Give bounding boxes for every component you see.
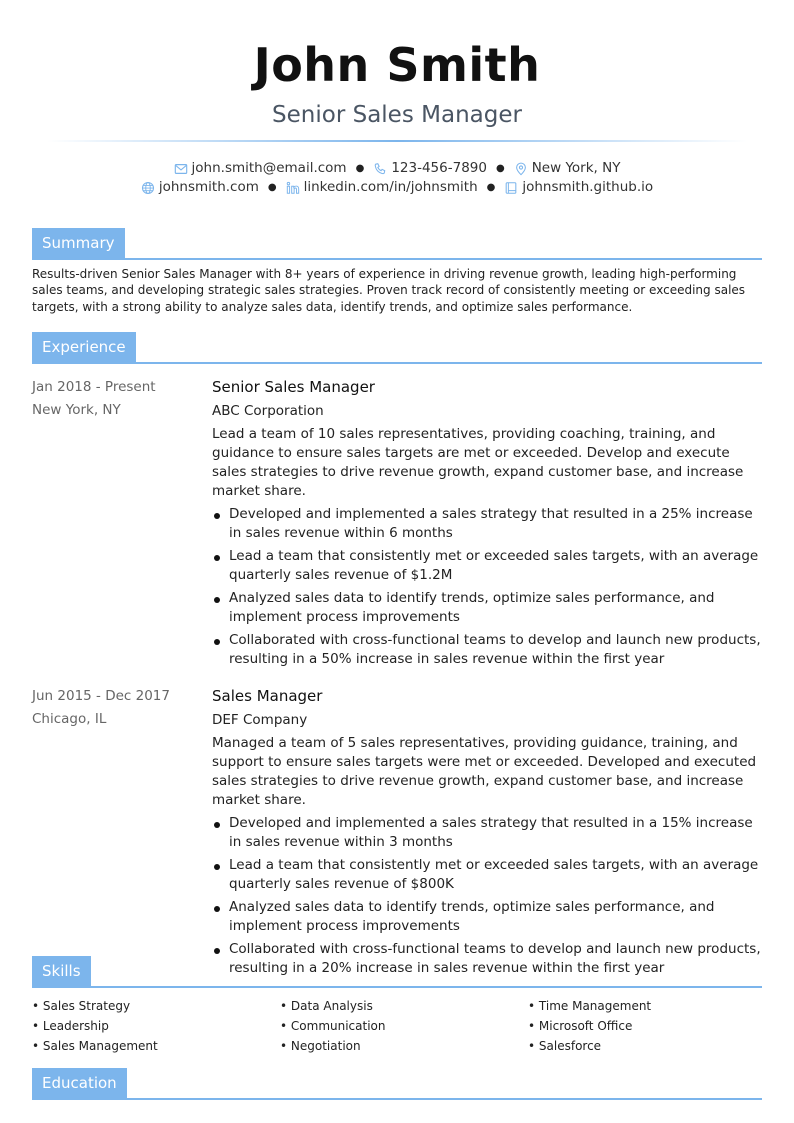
section-rule [32,986,762,988]
separator-dot: ● [267,182,277,193]
job-description: Lead a team of 10 sales representatives, providing coaching, training, and guidance to ensure sales targets are met or exceeded. Develop and execute sales strategies to drive revenue growth, expand customer base, and increase market share. [212,426,744,499]
phone-icon [373,162,387,176]
job-details [212,376,762,673]
mail-icon [174,162,188,176]
skill-item: • Time Management [528,996,762,1016]
linkedin-text: linkedin.com/in/johnsmith [303,179,478,195]
job-company: DEF Company [212,712,308,728]
contact-website[interactable] [141,178,259,197]
summary-heading-label: Summary [32,228,125,259]
header-divider [47,140,747,142]
contact-row-2 [0,178,794,197]
job-date: Jan 2018 - Present [32,379,156,395]
job-description: Managed a team of 5 sales representatives, providing guidance, training, and support to ensure sales targets were met or exceeded. Developed and executed sales strategies to drive revenue growth, expand customer base, and increase market share. [212,735,757,808]
skill-item: • Negotiation [280,1036,528,1056]
skill-item: • Sales Strategy [32,996,280,1016]
contact-location [514,159,621,178]
linkedin-icon [286,181,300,195]
experience-heading [32,332,762,364]
job-company: ABC Corporation [212,403,324,419]
skills-heading [32,956,762,988]
job-entry [32,376,762,673]
section-rule [32,362,762,364]
job-title: Sales Manager [212,687,323,705]
job-title: Senior Sales Manager [212,378,375,396]
contact-email[interactable] [174,159,347,178]
candidate-name: John Smith [253,38,541,92]
contact-row-1 [0,159,794,178]
achievement-item: Collaborated with cross-functional teams to develop and launch new products, resulting in a 50% increase in sales revenue within the first year [212,631,762,669]
achievement-item: Analyzed sales data to identify trends, optimize sales performance, and implement process improvements [212,898,762,936]
summary-section [32,228,762,315]
job-date: Jun 2015 - Dec 2017 [32,688,170,704]
education-heading [32,1068,762,1100]
skill-item: • Microsoft Office [528,1016,762,1036]
skill-item: • Sales Management [32,1036,280,1056]
github-text: johnsmith.github.io [522,179,654,195]
candidate-title: Senior Sales Manager [272,102,522,128]
summary-heading [32,228,762,260]
achievement-item: Lead a team that consistently met or exceeded sales targets, with an average quarterly sales revenue of $800K [212,856,762,894]
summary-text: Results-driven Senior Sales Manager with 8+ years of experience in driving revenue growth, leading high-performing sales teams, and developing strategic sales strategies. Proven track record of consistently meeting or exceeding sales targets, with a strong ability to analyze sales data, identify trends, and optimize sales performance. [32,267,746,314]
skills-list [32,996,762,1056]
skill-item: • Salesforce [528,1036,762,1056]
website-text: johnsmith.com [158,179,259,195]
repository-icon [504,181,518,195]
separator-dot: ● [355,163,365,174]
separator-dot: ● [495,163,505,174]
location-pin-icon [514,162,528,176]
experience-heading-label: Experience [32,332,136,363]
job-achievements [212,814,762,978]
skills-section [32,956,762,1056]
education-heading-label: Education [32,1068,127,1099]
achievement-item: Developed and implemented a sales strategy that resulted in a 15% increase in sales revenue within 3 months [212,814,762,852]
skill-item: • Data Analysis [280,996,528,1016]
skills-heading-label: Skills [32,956,91,987]
job-location: New York, NY [32,402,121,418]
contact-linkedin[interactable] [286,178,478,197]
location-text: New York, NY [531,160,621,176]
skill-item: • Leadership [32,1016,280,1036]
contact-github[interactable] [504,178,653,197]
job-meta [32,685,212,982]
contact-phone[interactable] [373,159,487,178]
achievement-item: Collaborated with cross-functional teams to develop and launch new products, resulting in a 20% increase in sales revenue within the first year [212,940,762,978]
email-text: john.smith@email.com [191,160,347,176]
achievement-item: Lead a team that consistently met or exceeded sales targets, with an average quarterly sales revenue of $1.2M [212,547,762,585]
job-details [212,685,762,982]
section-rule [32,1098,762,1100]
phone-text: 123-456-7890 [391,160,487,176]
job-meta [32,376,212,673]
experience-section [32,332,762,982]
job-location: Chicago, IL [32,711,107,727]
skill-item: • Communication [280,1016,528,1036]
job-entry [32,685,762,982]
globe-icon [141,181,155,195]
separator-dot: ● [486,182,496,193]
achievement-item: Developed and implemented a sales strategy that resulted in a 25% increase in sales revenue within 6 months [212,505,762,543]
resume-header [0,0,794,197]
achievement-item: Analyzed sales data to identify trends, optimize sales performance, and implement process improvements [212,589,762,627]
job-achievements [212,505,762,669]
section-rule [32,258,762,260]
education-section [32,1068,762,1100]
